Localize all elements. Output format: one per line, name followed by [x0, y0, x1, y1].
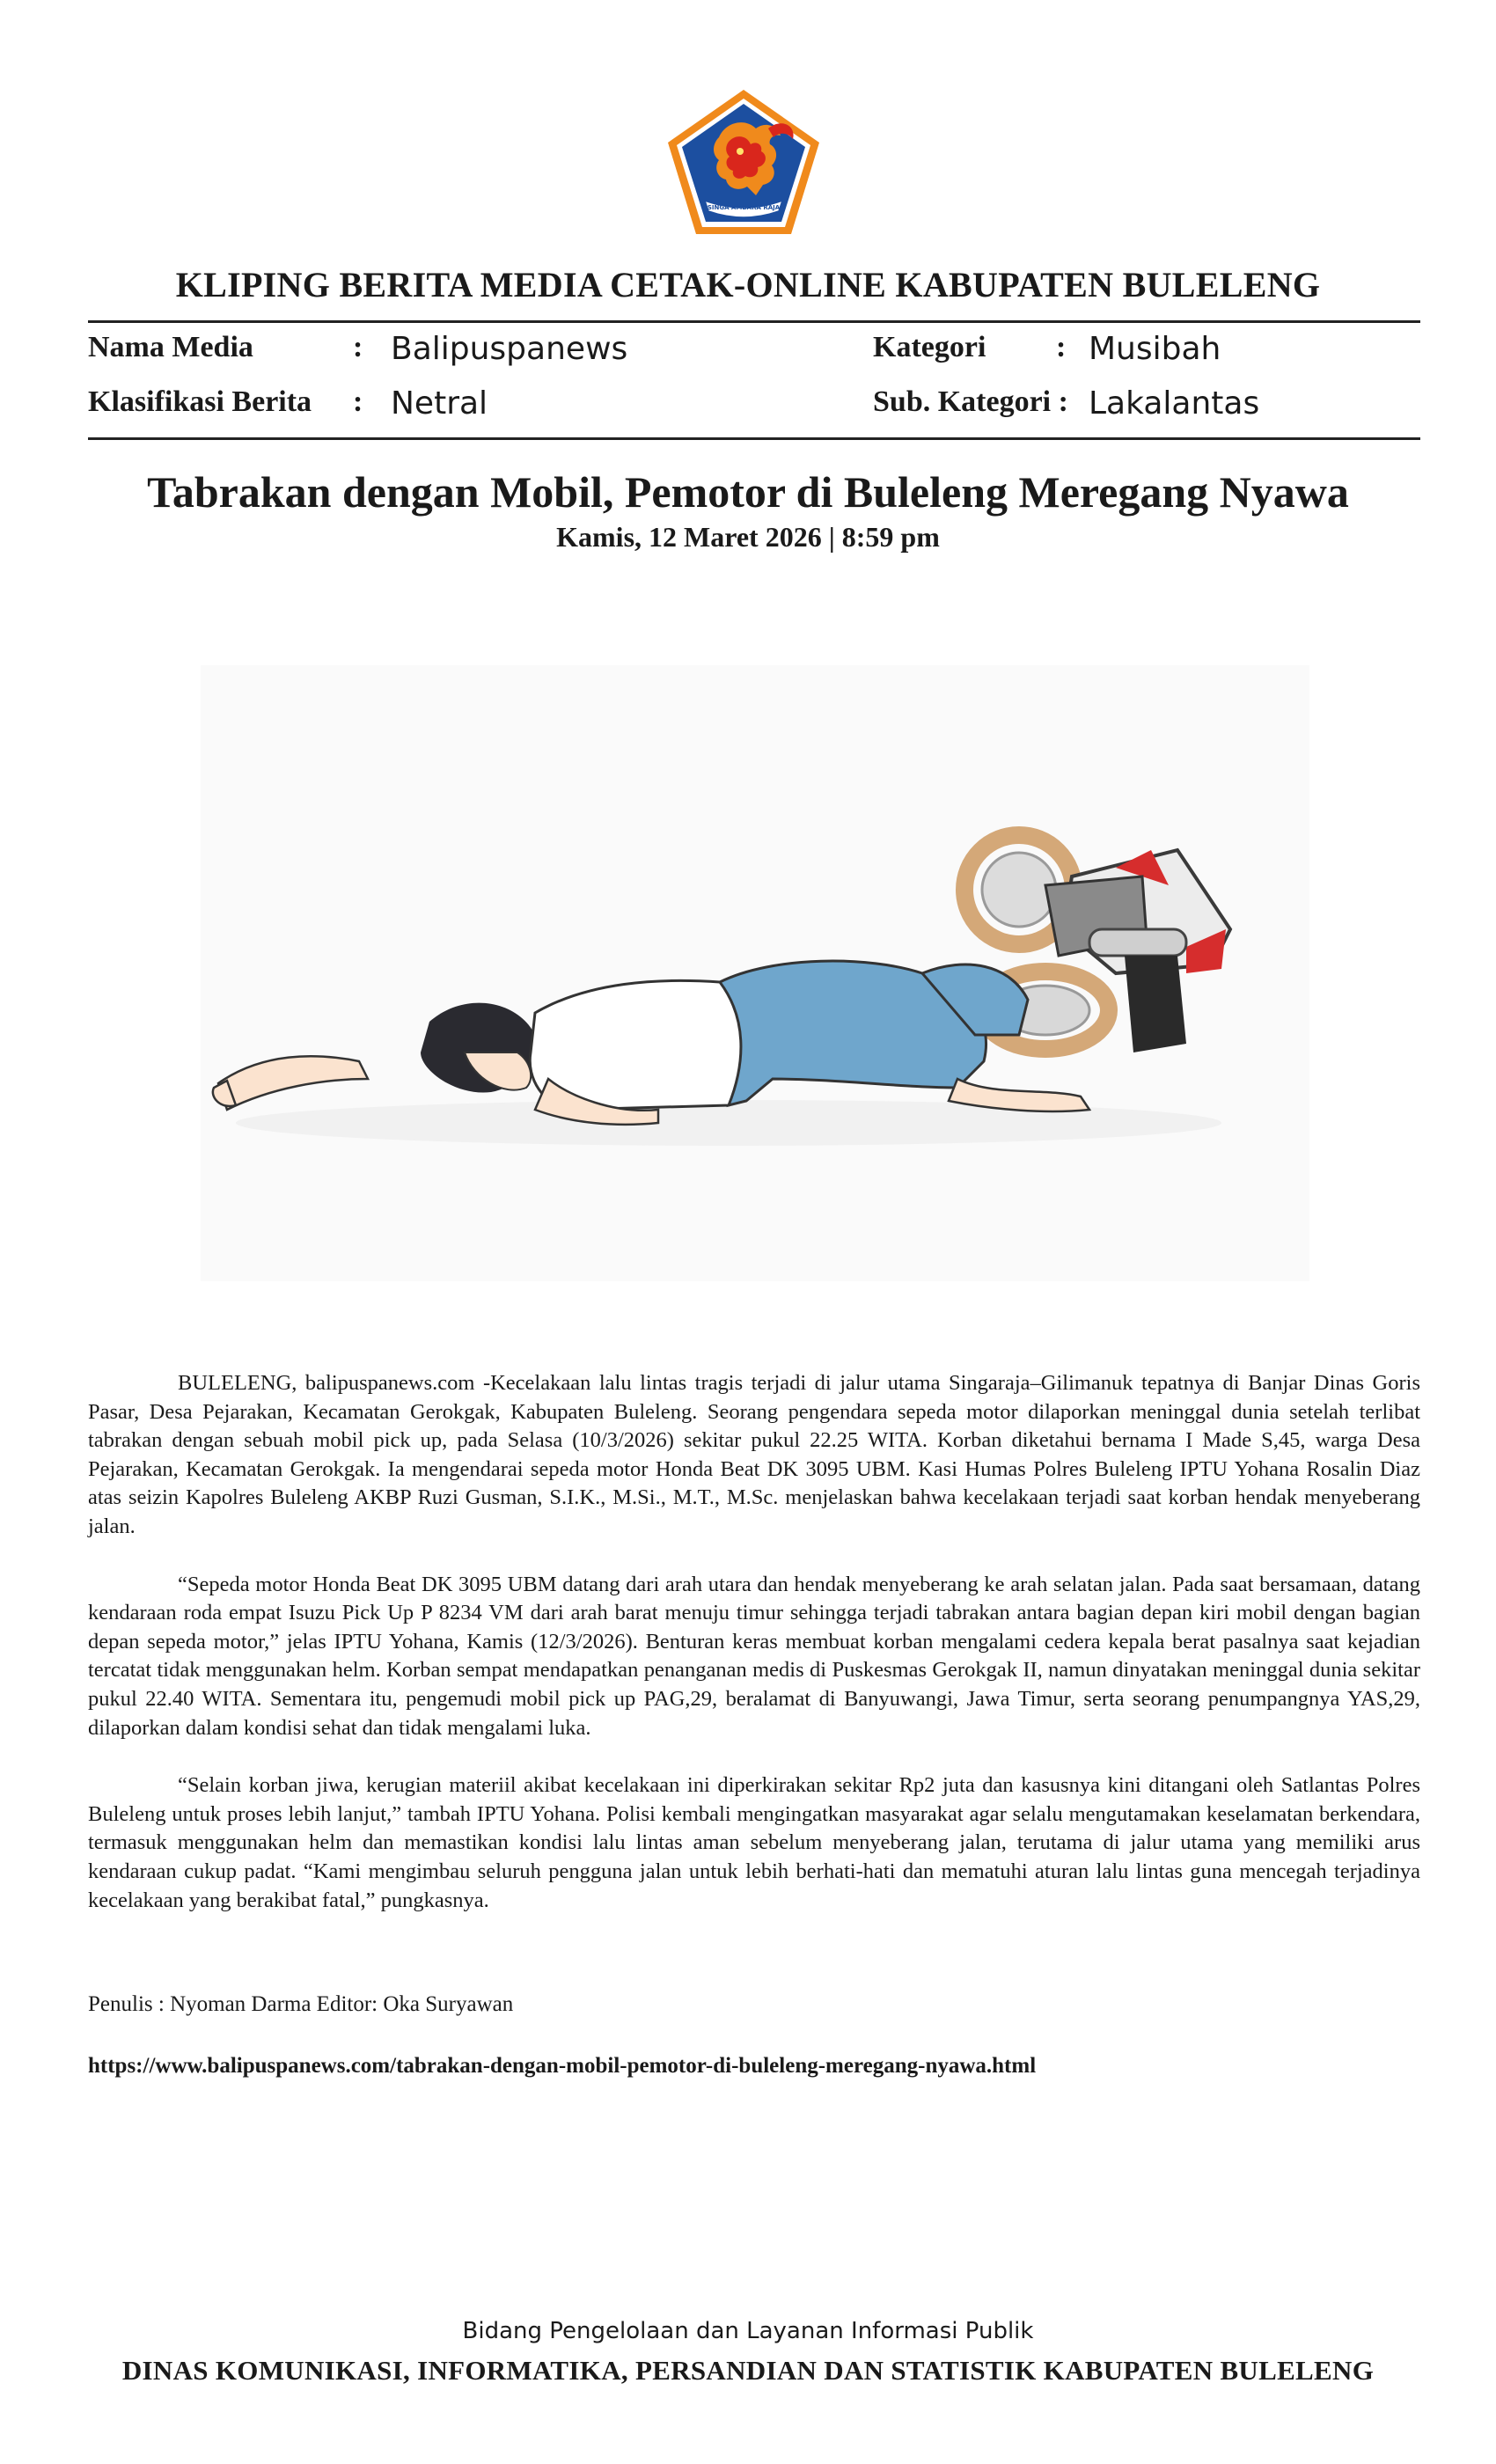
article-title: Tabrakan dengan Mobil, Pemotor di Buleleng Meregang Nyawa: [147, 467, 1349, 517]
category-value: Musibah: [1089, 331, 1221, 367]
footer-division: Bidang Pengelolaan dan Layanan Informasi Publik: [462, 2318, 1034, 2344]
media-name-value: Balipuspanews: [391, 331, 628, 367]
article-source-url[interactable]: https://www.balipuspanews.com/tabrakan-dengan-mobil-pemotor-di-buleleng-meregang-nyawa.html: [88, 2054, 1037, 2078]
article-body: [88, 1369, 1420, 1944]
subcategory-label: Sub. Kategori :: [873, 385, 1068, 418]
accident-illustration: [201, 665, 1309, 1281]
logo-motto: SINGA AMBARA RAJA: [707, 204, 781, 211]
footer-agency: DINAS KOMUNIKASI, INFORMATIKA, PERSANDIAN DAN STATISTIK KABUPATEN BULELENG: [121, 2355, 1375, 2386]
article-date: Kamis, 12 Maret 2026 | 8:59 pm: [556, 521, 940, 553]
media-name-label: Nama Media: [88, 331, 253, 363]
category-label: Kategori: [873, 331, 986, 363]
buleleng-regency-logo: [664, 86, 823, 238]
meta-divider: [88, 437, 1420, 440]
classification-colon: :: [353, 385, 363, 418]
article-paragraph: “Selain korban jiwa, kerugian materiil akibat kecelakaan ini diperkirakan sekitar Rp2 juta dan kasusnya kini ditangani oleh Satlantas Polres Buleleng untuk proses lebih lanjut,” tambah IPTU Yohana. Polisi kembali mengingatkan masyarakat agar selalu mengutamakan keselamatan berkendara, termasuk menggunakan helm dan memastikan kondisi lalu lintas aman sebelum menyeberang jalan, terutama di jalur utama yang memiliki arus kendaraan cukup padat. “Kami mengimbau seluruh pengguna jalan untuk lebih berhati-hati dan mematuhi aturan lalu lintas guna mencegah terjadinya kecelakaan yang berakibat fatal,” pungkasnya.: [88, 1773, 1420, 1912]
clipping-header-title: KLIPING BERITA MEDIA CETAK-ONLINE KABUPATEN BULELENG: [175, 265, 1321, 304]
category-colon: :: [1056, 331, 1067, 363]
media-name-colon: :: [353, 331, 363, 363]
article-paragraph: “Sepeda motor Honda Beat DK 3095 UBM datang dari arah utara dan hendak menyeberang ke arah selatan jalan. Pada saat bersamaan, datang kendaraan roda empat Isuzu Pick Up P 8234 VM dari arah barat menuju timur sehingga terjadi tabrakan antara bagian depan kiri mobil dengan bagian depan sepeda motor,” jelas IPTU Yohana, Kamis (12/3/2026). Benturan keras membuat korban mengalami cedera kepala berat pasalnya saat kejadian tercatat tidak menggunakan helm. Korban sempat mendapatkan penanganan medis di Puskesmas Gerokgak II, namun dinyatakan meninggal dunia sekitar pukul 22.40 WITA. Sementara itu, pengemudi mobil pick up PAG,29, beralamat di Banyuwangi, Jawa Timur, serta seorang penumpangnya YAS,29, dilaporkan dalam kondisi sehat dan tidak mengalami luka.: [88, 1572, 1420, 1740]
header-divider: [88, 320, 1420, 323]
subcategory-value: Lakalantas: [1089, 385, 1260, 422]
article-credits: Penulis : Nyoman Darma Editor: Oka Suryawan: [88, 1992, 514, 2016]
classification-label: Klasifikasi Berita: [88, 385, 312, 418]
article-paragraph: BULELENG, balipuspanews.com -Kecelakaan lalu lintas tragis terjadi di jalur utama Singaraja–Gilimanuk tepatnya di Banjar Dinas Goris Pasar, Desa Pejarakan, Kecamatan Gerokgak, Kabupaten Buleleng. Seorang pengendara sepeda motor dilaporkan meninggal dunia setelah terlibat tabrakan dengan sebuah mobil pick up, pada Selasa (10/3/2026) sekitar pukul 22.25 WITA. Korban diketahui bernama I Made S,45, warga Desa Pejarakan, Kecamatan Gerokgak. Ia mengendarai sepeda motor Honda Beat DK 3095 UBM. Kasi Humas Polres Buleleng IPTU Yohana Rosalin Diaz atas seizin Kapolres Buleleng AKBP Ruzi Gusman, S.I.K., M.Si., M.T., M.Sc. menjelaskan bahwa kecelakaan terjadi saat korban hendak menyeberang jalan.: [88, 1371, 1420, 1538]
classification-value: Netral: [391, 385, 488, 422]
